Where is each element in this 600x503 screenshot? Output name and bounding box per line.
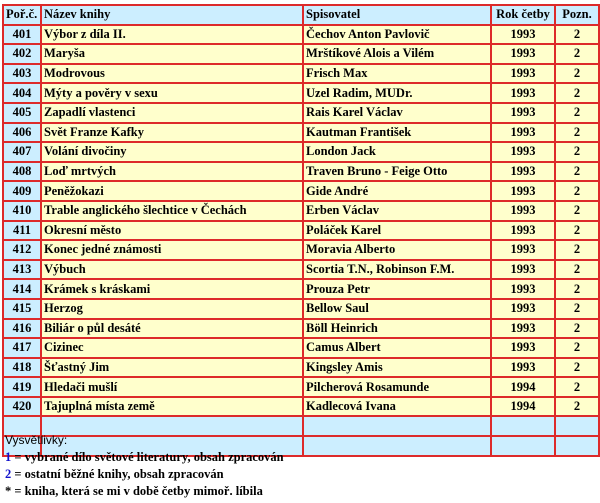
cell-number: 403 [3,64,41,84]
table-header-row [3,5,599,25]
cell-author: London Jack [303,142,491,162]
legend-title: Vysvětlivky: [5,433,68,447]
cell-number: 416 [3,319,41,339]
cell-author: Uzel Radim, MUDr. [303,83,491,103]
table-row [3,44,599,64]
table-row [3,64,599,84]
header-note: Pozn. [555,5,599,25]
cell-author: Gide André [303,181,491,201]
cell-author: Prouza Petr [303,279,491,299]
cell-note: 2 [555,221,599,241]
table-row [3,103,599,123]
legend-item [5,449,284,466]
cell-author: Frisch Max [303,64,491,84]
cell-year: 1993 [491,319,555,339]
cell-note: 2 [555,377,599,397]
cell-note: 2 [555,397,599,417]
cell-author: Kautman František [303,123,491,143]
cell-title: Zapadlí vlastenci [41,103,303,123]
cell-note: 2 [555,299,599,319]
cell-number: 404 [3,83,41,103]
cell-year: 1993 [491,142,555,162]
header-author: Spisovatel [303,5,491,25]
cell-note: 2 [555,279,599,299]
table-row [3,279,599,299]
cell-note: 2 [555,162,599,182]
cell-year: 1993 [491,83,555,103]
cell-title: Výbuch [41,260,303,280]
empty-cell [303,436,491,456]
cell-title: Cizinec [41,338,303,358]
cell-author: Böll Heinrich [303,319,491,339]
table-row [3,358,599,378]
cell-author: Erben Václav [303,201,491,221]
table-row [3,377,599,397]
cell-year: 1994 [491,397,555,417]
empty-cell [491,416,555,436]
cell-year: 1994 [491,377,555,397]
book-list [2,4,598,457]
cell-number: 412 [3,240,41,260]
cell-title: Peněžokazi [41,181,303,201]
header-number: Poř.č. [3,5,41,25]
cell-year: 1993 [491,181,555,201]
cell-note: 2 [555,338,599,358]
cell-author: Traven Bruno - Feige Otto [303,162,491,182]
cell-year: 1993 [491,299,555,319]
cell-author: Pilcherová Rosamunde [303,377,491,397]
table-row [3,299,599,319]
cell-number: 413 [3,260,41,280]
cell-title: Trable anglického šlechtice v Čechách [41,201,303,221]
table-row [3,123,599,143]
cell-number: 420 [3,397,41,417]
cell-number: 405 [3,103,41,123]
table-row [3,181,599,201]
cell-note: 2 [555,240,599,260]
cell-number: 419 [3,377,41,397]
legend-text: = kniha, která se mi v době četby mimoř. líbila [11,484,263,498]
cell-author: Rais Karel Václav [303,103,491,123]
legend [5,432,284,500]
table-row [3,240,599,260]
table-body [3,25,599,456]
cell-year: 1993 [491,162,555,182]
cell-title: Loď mrtvých [41,162,303,182]
cell-year: 1993 [491,201,555,221]
legend-text: = ostatní běžné knihy, obsah zpracován [11,467,224,481]
cell-number: 409 [3,181,41,201]
legend-text: = vybrané dílo světové literatury, obsah zpracován [11,450,284,464]
cell-note: 2 [555,181,599,201]
cell-note: 2 [555,319,599,339]
cell-year: 1993 [491,123,555,143]
cell-number: 410 [3,201,41,221]
cell-title: Šťastný Jim [41,358,303,378]
cell-title: Svět Franze Kafky [41,123,303,143]
cell-number: 401 [3,25,41,45]
cell-note: 2 [555,142,599,162]
cell-author: Moravia Alberto [303,240,491,260]
legend-item [5,466,284,483]
cell-title: Modrovous [41,64,303,84]
cell-title: Volání divočiny [41,142,303,162]
cell-author: Kingsley Amis [303,358,491,378]
table-row [3,397,599,417]
cell-title: Maryša [41,44,303,64]
cell-note: 2 [555,64,599,84]
cell-title: Biliár o půl desáté [41,319,303,339]
cell-number: 407 [3,142,41,162]
cell-note: 2 [555,201,599,221]
cell-year: 1993 [491,240,555,260]
cell-author: Poláček Karel [303,221,491,241]
empty-cell [491,436,555,456]
cell-note: 2 [555,358,599,378]
cell-year: 1993 [491,279,555,299]
cell-number: 402 [3,44,41,64]
legend-item [5,483,284,500]
cell-note: 2 [555,260,599,280]
table-row [3,142,599,162]
table-row [3,201,599,221]
cell-note: 2 [555,103,599,123]
table-row [3,162,599,182]
cell-author: Bellow Saul [303,299,491,319]
cell-author: Kadlecová Ivana [303,397,491,417]
table-row [3,83,599,103]
table-row [3,25,599,45]
cell-year: 1993 [491,338,555,358]
cell-title: Herzog [41,299,303,319]
cell-year: 1993 [491,221,555,241]
legend-key: * [5,484,12,498]
cell-number: 415 [3,299,41,319]
cell-note: 2 [555,44,599,64]
cell-title: Výbor z díla II. [41,25,303,45]
table-row [3,221,599,241]
cell-year: 1993 [491,260,555,280]
cell-author: Scortia T.N., Robinson F.M. [303,260,491,280]
cell-year: 1993 [491,44,555,64]
cell-number: 408 [3,162,41,182]
cell-title: Krámek s kráskami [41,279,303,299]
empty-cell [555,436,599,456]
cell-title: Tajuplná místa země [41,397,303,417]
header-title: Název knihy [41,5,303,25]
cell-number: 406 [3,123,41,143]
cell-number: 418 [3,358,41,378]
cell-year: 1993 [491,103,555,123]
header-year: Rok četby [491,5,555,25]
table-row [3,260,599,280]
cell-note: 2 [555,83,599,103]
empty-cell [555,416,599,436]
cell-number: 411 [3,221,41,241]
table-row [3,319,599,339]
empty-cell [303,416,491,436]
legend-key: 1 [5,450,12,464]
cell-title: Okresní město [41,221,303,241]
cell-author: Mrštíkové Alois a Vilém [303,44,491,64]
cell-year: 1993 [491,358,555,378]
cell-author: Čechov Anton Pavlovič [303,25,491,45]
cell-number: 414 [3,279,41,299]
cell-year: 1993 [491,25,555,45]
cell-title: Mýty a pověry v sexu [41,83,303,103]
legend-key: 2 [5,467,12,481]
cell-note: 2 [555,25,599,45]
books-table [2,4,600,457]
cell-number: 417 [3,338,41,358]
cell-title: Hledači mušlí [41,377,303,397]
table-row [3,338,599,358]
cell-year: 1993 [491,64,555,84]
cell-note: 2 [555,123,599,143]
cell-title: Konec jedné známosti [41,240,303,260]
cell-author: Camus Albert [303,338,491,358]
